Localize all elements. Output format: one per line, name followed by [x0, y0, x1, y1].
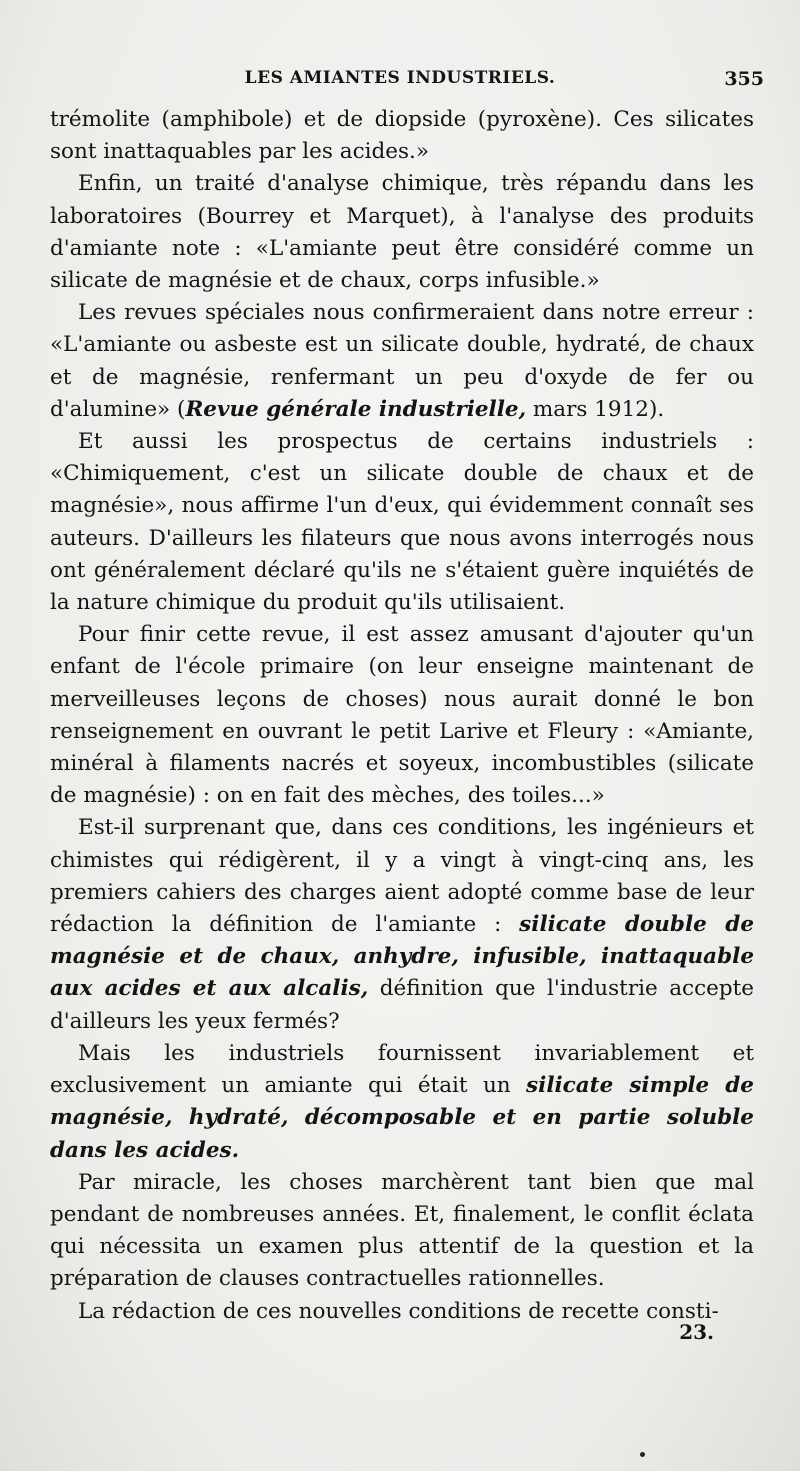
page-header — [0, 66, 800, 106]
printing-speck — [640, 1452, 645, 1457]
paragraph-text: mars 1912). — [526, 396, 665, 422]
paragraph — [50, 168, 754, 297]
paragraph-text: Les revues spéciales nous confirmeraient dans notre erreur : «L'amiante ou asbeste est un silicate double, hydraté, de chaux et de magnésie, renfermant un peu d'oxyde de fer ou d'alumine» ( — [50, 300, 754, 422]
paragraph-text: définition que l'industrie accepte d'ailleurs les yeux fermés? — [50, 976, 754, 1034]
running-title: LES AMIANTES INDUSTRIELS. — [244, 68, 556, 88]
paragraph-text: La rédaction de ces nouvelles conditions de recette consti- — [78, 1298, 719, 1324]
paragraph — [50, 104, 754, 168]
paragraph — [50, 1167, 754, 1296]
paragraph-text: Mais les industriels fournissent invariablement et exclusivement un amiante qui était un — [50, 1040, 754, 1099]
italic-text: silicate double de magnésie et de chaux, anhydre, infusible, inattaquable aux acides et aux alcalis, — [50, 912, 754, 1002]
signature-mark: 23. — [679, 1320, 714, 1344]
paragraph — [50, 426, 754, 619]
page-number: 355 — [724, 68, 764, 90]
paragraph-text: Pour finir cette revue, il est assez amusant d'ajouter qu'un enfant de l'école primaire (on leur enseigne maintenant de merveilleuses leçons de choses) nous aurait donné le bon renseignement en ouvrant le petit Larive et Fleury : «Amiante, minéral à filaments nacrés et soyeux, incombustibles (silicate de magnésie) : on en fait des mèches, des toiles...» — [50, 622, 754, 809]
paragraph-text: trémolite (amphibole) et de diopside (pyroxène). Ces silicates sont inattaquables par les acides.» — [50, 107, 754, 165]
italic-text: silicate simple de magnésie, hydraté, décomposable et en partie soluble dans les acides. — [50, 1073, 754, 1163]
paragraph — [50, 812, 754, 1037]
italic-text: Revue générale industrielle, — [185, 396, 527, 422]
paragraph — [50, 619, 754, 812]
body-text — [50, 104, 754, 1328]
paragraph — [50, 297, 754, 426]
paragraph — [50, 1038, 754, 1167]
paragraph-text: Par miracle, les choses marchèrent tant bien que mal pendant de nombreuses années. Et, finalement, le conflit éclata qui nécessita un examen plus attentif de la question et la préparation de clauses contractuelles rationnelles. — [50, 1169, 754, 1292]
paragraph-text: Enfin, un traité d'analyse chimique, très répandu dans les laboratoires (Bourrey et Marquet), à l'analyse des produits d'amiante note : «L'amiante peut être considéré comme un silicate de magnésie et de chaux, corps infusible.» — [50, 171, 754, 294]
paragraph-text: Et aussi les prospectus de certains industriels : «Chimiquement, c'est un silicate double de chaux et de magnésie», nous affirme l'un d'eux, qui évidemment connaît ses auteurs. D'ailleurs les filateurs que nous avons interrogés nous ont généralement déclaré qu'ils ne s'étaient guère inquiétés de la nature chimique du produit qu'ils utilisaient. — [50, 429, 754, 616]
paragraph — [50, 1296, 754, 1328]
paragraph-text: Est-il surprenant que, dans ces conditions, les ingénieurs et chimistes qui rédigèrent, il y a vingt à vingt-cinq ans, les premiers cahiers des charges aient adopté comme base de leur rédaction la définition de l'amiante : — [50, 815, 754, 938]
